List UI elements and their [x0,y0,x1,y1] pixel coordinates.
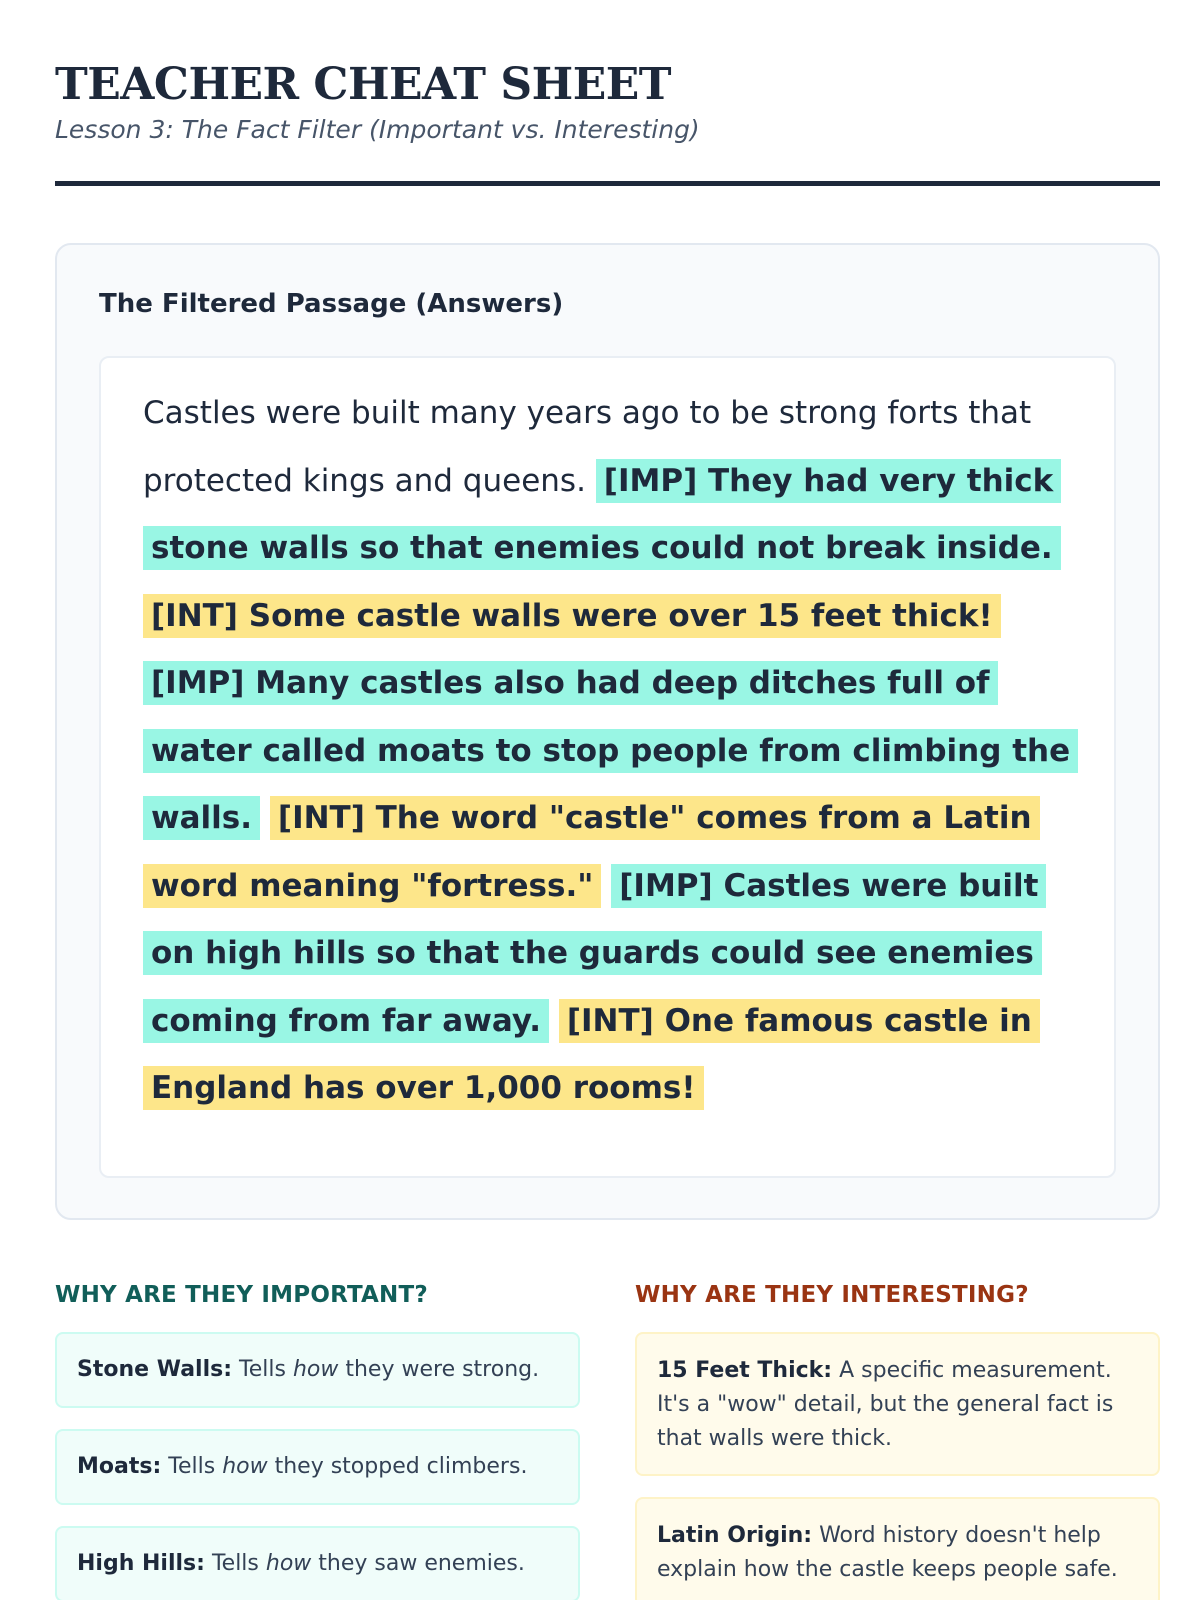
important-fact-hills: [IMP] Castles were built on high hills so that the guards could see enemies coming from far away. [143,864,1046,1043]
note-emphasis: how [292,1357,339,1382]
page-subtitle: Lesson 3: The Fact Filter (Important vs. Interesting) [55,115,700,144]
note-term: Latin Origin: [657,1523,813,1548]
note-term: Moats: [77,1454,162,1479]
note-emphasis: how [222,1454,268,1479]
passage-card [55,243,1160,1220]
interesting-note-latin [635,1497,1160,1600]
important-heading: WHY ARE THEY IMPORTANT? [55,1282,428,1308]
header-divider [55,181,1160,186]
interesting-column [635,1282,1160,1600]
note-text: Word history doesn't help explain how the castle keeps people safe. [657,1523,1118,1582]
important-fact-moats: [IMP] Many castles also had deep ditches full of water called moats to stop people from climbing the walls. [143,661,1078,840]
passage-box [99,356,1116,1178]
interesting-fact-rooms: [INT] One famous castle in England has over 1,000 rooms! [143,999,1040,1111]
note-term: High Hills: [77,1551,205,1576]
note-text: Tells [239,1357,286,1382]
interesting-fact-thickness: [INT] Some castle walls were over 15 feet thick! [143,594,1001,638]
important-fact-walls: [IMP] They had very thick stone walls so that enemies could not break inside. [143,459,1061,571]
passage-heading: The Filtered Passage (Answers) [99,289,564,319]
interesting-fact-latin: [INT] The word "castle" comes from a Latin word meaning "fortress." [143,796,1040,908]
note-text: A specific measurement. It's a "wow" detail, but the general fact is that walls were thick. [657,1358,1114,1451]
note-text: they stopped climbers. [274,1454,528,1479]
page-header [55,58,1160,146]
page-title: TEACHER CHEAT SHEET [55,59,672,110]
note-text: Tells [168,1454,216,1479]
note-text: they saw enemies. [318,1551,525,1576]
interesting-heading: WHY ARE THEY INTERESTING? [635,1282,1029,1308]
note-text: they were strong. [345,1357,540,1382]
important-note-walls [55,1332,580,1408]
passage-text [143,380,1074,1123]
note-term: Stone Walls: [77,1357,233,1382]
note-text: Tells [211,1551,259,1576]
important-note-moats [55,1429,580,1505]
note-emphasis: how [265,1551,312,1576]
important-column [55,1282,580,1600]
interesting-note-thickness [635,1332,1160,1476]
passage-intro: Castles were built many years ago to be strong forts that protected kings and queens. [143,395,1032,499]
note-term: 15 Feet Thick: [657,1358,833,1383]
important-note-hills [55,1526,580,1600]
